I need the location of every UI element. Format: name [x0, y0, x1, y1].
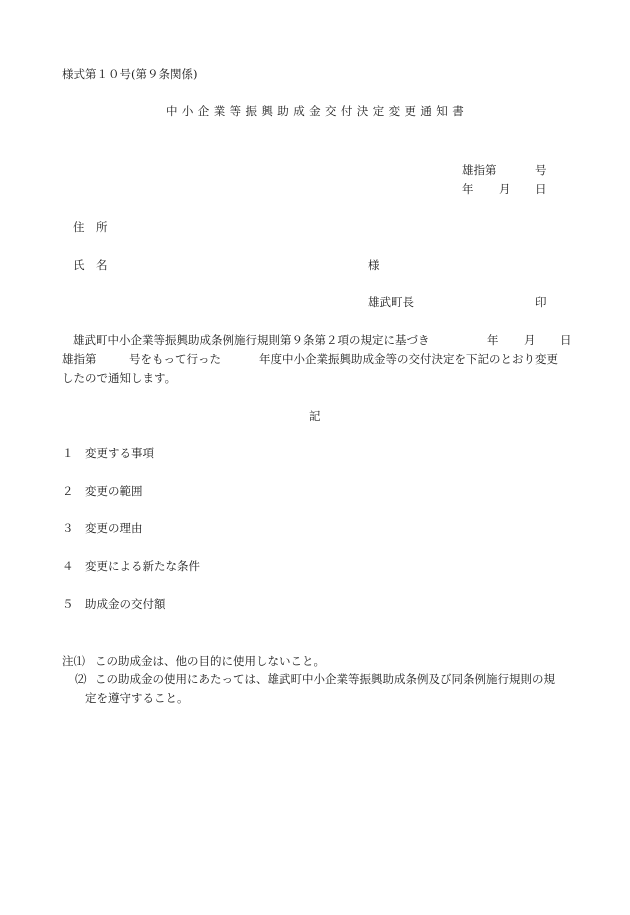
note-marker: ⑵ [75, 672, 87, 686]
list-item-number: １ [62, 446, 74, 460]
issue-date-month: 月 [499, 182, 511, 196]
body-line-2-rest: 年度中小企業振興助成金等の交付決定を下記のとおり変更 [259, 352, 558, 366]
reference-suffix: 号 [535, 163, 547, 177]
list-item-label: 変更による新たな条件 [85, 559, 200, 573]
list-item-number: ２ [62, 484, 74, 498]
body-line-2-prefix: 雄指第 [62, 352, 97, 366]
list-item-number: ３ [62, 521, 74, 535]
issuer-name: 雄武町長 [368, 295, 414, 309]
address-label: 住 所 [73, 220, 108, 234]
document-title: 中小企業等振興助成金交付決定変更通知書 [166, 104, 469, 118]
issue-date-day: 日 [535, 182, 547, 196]
form-number: 様式第１０号(第９条関係) [62, 67, 198, 81]
list-item-number: ５ [62, 597, 74, 611]
honorific: 様 [368, 258, 380, 272]
body-line-2-mid: 号をもって行った [129, 352, 221, 366]
list-item-number: ４ [62, 559, 74, 573]
note-marker: 注⑴ [62, 654, 85, 668]
note-text: この助成金は、他の目的に使用しないこと。 [95, 654, 325, 668]
body-line-1-month: 月 [524, 333, 536, 347]
body-line-3-text: したので通知します。 [62, 371, 177, 385]
note-text: この助成金の使用にあたっては、雄武町中小企業等振興助成条例及び同条例施行規則の規 [95, 672, 555, 686]
body-line-1-year: 年 [487, 333, 499, 347]
reference-prefix: 雄指第 [462, 163, 497, 177]
body-line-1-text: 雄武町中小企業等振興助成条例施行規則第９条第２項の規定に基づき [73, 333, 430, 347]
note-2-continuation: 定を遵守すること。 [85, 691, 189, 705]
ki-heading: 記 [309, 409, 321, 423]
list-item-label: 変更の範囲 [85, 484, 143, 498]
name-label: 氏 名 [73, 258, 108, 272]
list-item-label: 変更の理由 [85, 521, 143, 535]
list-item-label: 変更する事項 [85, 446, 154, 460]
list-item-label: 助成金の交付額 [85, 597, 166, 611]
seal-mark: 印 [535, 295, 547, 309]
body-line-1-day: 日 [560, 333, 572, 347]
issue-date-year: 年 [462, 182, 474, 196]
